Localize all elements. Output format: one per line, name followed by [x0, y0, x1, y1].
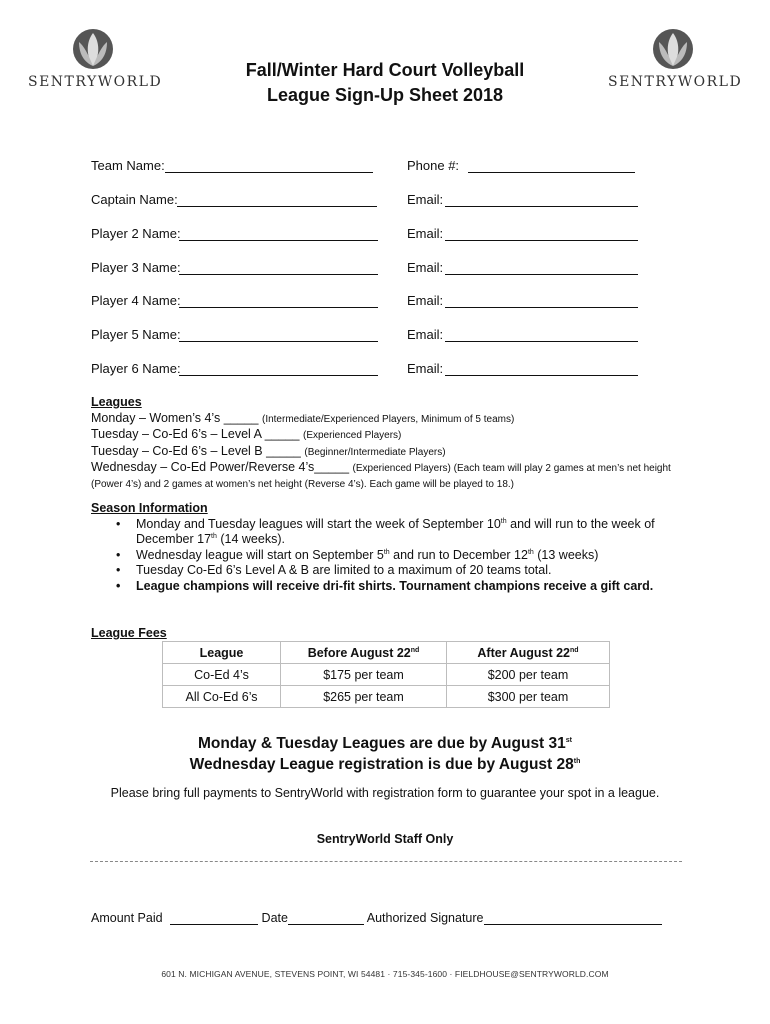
league-item	[91, 427, 691, 444]
page-title	[160, 58, 610, 108]
league-name: Monday – Women’s 4’s	[91, 410, 221, 425]
authorized-signature-label: Authorized Signature	[366, 911, 484, 925]
player-5-row	[91, 327, 691, 347]
league-note: (Beginner/Intermediate Players)	[304, 446, 446, 458]
season-bullet: • Wednesday league will start on September 5th and run to December 12th (13 weeks)	[91, 548, 691, 564]
staff-only-heading: SentryWorld Staff Only	[316, 832, 454, 846]
phone-label: Phone #:	[407, 158, 460, 173]
captain-name-row	[91, 192, 691, 212]
amount-paid-label: Amount Paid	[91, 911, 163, 925]
player-2-email-label: Email:	[407, 226, 444, 241]
flower-emblem-icon	[70, 28, 116, 72]
leagues-section	[91, 395, 691, 492]
player-6-label: Player 6 Name:	[91, 361, 181, 376]
sentryworld-logo-right	[608, 28, 743, 90]
due-line-2: Wednesday League registration is due by August 28th	[189, 756, 581, 773]
cell-after: $200 per team	[447, 664, 610, 686]
cell-before: $265 per team	[281, 686, 447, 708]
captain-name-label: Captain Name:	[91, 192, 178, 207]
league-note: (Experienced Players) (Each team will play 2 games at men’s net height (Power 4’s) and 2 games at women’s net height (Reverse 4’s). Each game will be played to 18.)	[91, 463, 671, 490]
player-6-email-label: Email:	[407, 361, 444, 376]
player-2-name-field[interactable]	[179, 226, 378, 241]
due-line-1: Monday & Tuesday Leagues are due by August 31st	[197, 735, 573, 752]
staff-signature-row	[91, 911, 691, 925]
phone-field[interactable]	[468, 158, 635, 173]
date-field[interactable]	[288, 911, 364, 925]
player-3-name-field[interactable]	[179, 260, 378, 275]
team-name-field[interactable]	[165, 158, 373, 173]
season-bullet: • Monday and Tuesday leagues will start the week of September 10th and will run to the week of December 17th (14 weeks).	[91, 517, 691, 548]
header-before: Before August 22nd	[281, 642, 447, 664]
player-5-email-field[interactable]	[445, 327, 638, 342]
captain-name-field[interactable]	[177, 192, 377, 207]
player-5-email-label: Email:	[407, 327, 444, 342]
player-2-row	[91, 226, 691, 246]
player-3-email-label: Email:	[407, 260, 444, 275]
amount-paid-field[interactable]	[170, 911, 258, 925]
fees-heading: League Fees	[91, 626, 167, 640]
fees-table	[162, 641, 610, 708]
team-name-row	[91, 158, 691, 178]
table-row	[163, 686, 610, 708]
player-6-email-field[interactable]	[445, 361, 638, 376]
cell-league: All Co-Ed 6’s	[163, 686, 281, 708]
league-name: Tuesday – Co-Ed 6’s – Level B	[91, 443, 263, 458]
league-item	[91, 444, 691, 461]
player-4-row	[91, 293, 691, 313]
league-note: (Intermediate/Experienced Players, Minimum of 5 teams)	[261, 413, 515, 425]
player-5-label: Player 5 Name:	[91, 327, 181, 342]
player-2-email-field[interactable]	[445, 226, 638, 241]
flower-emblem-icon	[650, 28, 696, 72]
cell-before: $175 per team	[281, 664, 447, 686]
payment-note: Please bring full payments to SentryWorld with registration form to guarantee your spot in a league.	[110, 786, 660, 800]
player-4-label: Player 4 Name:	[91, 293, 181, 308]
player-3-row	[91, 260, 691, 280]
divider	[90, 861, 682, 862]
player-5-name-field[interactable]	[179, 327, 378, 342]
due-dates	[100, 733, 670, 775]
fees-section	[91, 626, 691, 642]
season-heading: Season Information	[91, 501, 208, 515]
team-name-label: Team Name:	[91, 158, 165, 173]
player-3-label: Player 3 Name:	[91, 260, 181, 275]
player-4-name-field[interactable]	[179, 293, 378, 308]
season-bullet: • League champions will receive dri-fit shirts. Tournament champions receive a gift card.	[91, 579, 691, 595]
league-note: (Experienced Players)	[302, 430, 402, 441]
season-bullet: • Tuesday Co-Ed 6’s Level A & B are limited to a maximum of 20 teams total.	[91, 563, 691, 579]
table-header-row	[163, 642, 610, 664]
footer-address: 601 N. MICHIGAN AVENUE, STEVENS POINT, WI 54481 · 715-345-1600 · FIELDHOUSE@SENTRYWORLD.COM	[161, 969, 609, 979]
captain-email-field[interactable]	[445, 192, 638, 207]
captain-email-label: Email:	[407, 192, 444, 207]
player-6-name-field[interactable]	[179, 361, 378, 376]
player-2-label: Player 2 Name:	[91, 226, 181, 241]
season-section	[91, 501, 691, 594]
cell-after: $300 per team	[447, 686, 610, 708]
sentryworld-logo-left	[28, 28, 163, 90]
leagues-heading: Leagues	[91, 395, 142, 409]
player-6-row	[91, 361, 691, 381]
header-after: After August 22nd	[447, 642, 610, 664]
player-4-email-field[interactable]	[445, 293, 638, 308]
player-3-email-field[interactable]	[445, 260, 638, 275]
league-name: Tuesday – Co-Ed 6’s – Level A	[91, 427, 262, 441]
logo-wordmark: SENTRYWORLD	[608, 74, 743, 90]
title-line-2: League Sign-Up Sheet 2018	[266, 85, 504, 105]
league-item	[91, 460, 691, 492]
logo-wordmark: SENTRYWORLD	[28, 74, 163, 90]
league-name: Wednesday – Co-Ed Power/Reverse 4’s	[91, 460, 315, 474]
date-label: Date	[261, 911, 288, 925]
league-blank[interactable]: _____	[314, 460, 350, 474]
table-row	[163, 664, 610, 686]
player-4-email-label: Email:	[407, 293, 444, 308]
league-item	[91, 411, 691, 428]
authorized-signature-field[interactable]	[484, 911, 662, 925]
header-league: League	[163, 642, 281, 664]
league-blank[interactable]: _____	[264, 427, 300, 441]
league-blank[interactable]: _____	[223, 410, 259, 425]
league-blank[interactable]: _____	[266, 443, 301, 458]
title-line-1: Fall/Winter Hard Court Volleyball	[245, 60, 525, 80]
cell-league: Co-Ed 4’s	[163, 664, 281, 686]
